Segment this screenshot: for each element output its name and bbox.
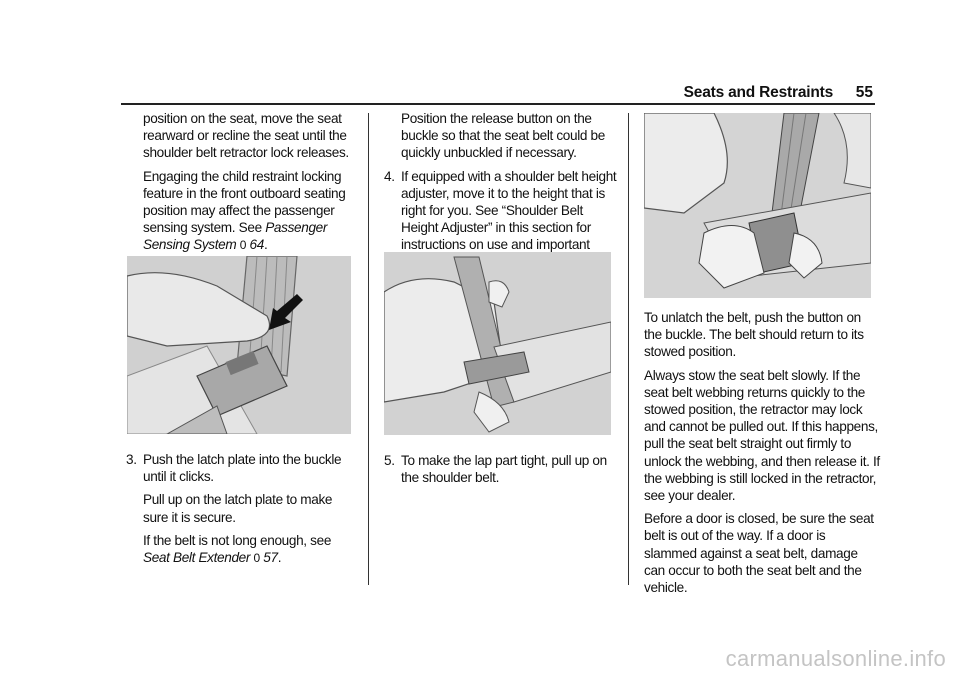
col3-paragraph-3: Before a door is closed, be sure the seat belt is out of the way. If a door is slammed against a seat belt, damage can occur to both the seat belt and the vehicle.	[644, 511, 874, 596]
lap-belt-figure	[384, 252, 611, 435]
col1-paragraph-2: Engaging the child restraint locking feature in the front outboard seating position may affect the passenger sensing system. See Passenger Sensing System 0 64.	[143, 168, 346, 253]
column-2-step-5	[384, 452, 616, 492]
col1-paragraph-1: position on the seat, move the seat rearward or recline the seat until the shoulder belt retractor lock releases.	[143, 111, 349, 161]
step-5: 5. To make the lap part tight, pull up on the shoulder belt.	[384, 453, 607, 486]
watermark: carmanualsonline.info	[725, 646, 946, 671]
header-rule	[121, 103, 875, 105]
passenger-sensing-link[interactable]: Passenger Sensing System	[143, 220, 328, 253]
col2-paragraph-1: Position the release button on the buckle so that the seat belt could be quickly unbuckled if necessary.	[401, 111, 605, 161]
seat-belt-extender-link[interactable]: Seat Belt Extender	[143, 550, 251, 566]
column-1-step-3	[126, 451, 358, 573]
step-3-paragraph-2: Pull up on the latch plate to make sure it is secure.	[143, 492, 333, 525]
unlatch-figure	[644, 113, 871, 298]
column-divider-1	[368, 113, 369, 585]
section-title: Seats and Restraints	[683, 84, 833, 101]
latch-plate-figure	[127, 256, 351, 434]
step-3-paragraph-3: If the belt is not long enough, see Seat Belt Extender 0 57.	[143, 532, 332, 566]
step-4: 4. If equipped with a shoulder belt height adjuster, move it to the height that is right for you. See “Shoulder Belt Height Adjuster” in this section for instructions on use and important	[384, 168, 617, 253]
step-3: 3. Push the latch plate into the buckle until it clicks.	[126, 452, 342, 485]
column-3	[644, 309, 880, 602]
page-ref-icon: 0	[239, 238, 247, 253]
page-number: 55	[855, 84, 873, 101]
column-1	[126, 110, 354, 261]
col3-paragraph-2: Always stow the seat belt slowly. If the seat belt webbing returns quickly to the stowed position, the retractor may lock and cannot be pulled out. If this happens, pull the seat belt straight out firmly to unlock the webbing, and then release it. If the webbing is still locked in the retractor, see your dealer.	[644, 367, 880, 504]
column-divider-2	[628, 113, 629, 585]
col3-paragraph-1: To unlatch the belt, push the button on the buckle. The belt should return to its stowed position.	[644, 310, 864, 360]
page-ref-icon: 0	[253, 551, 260, 566]
